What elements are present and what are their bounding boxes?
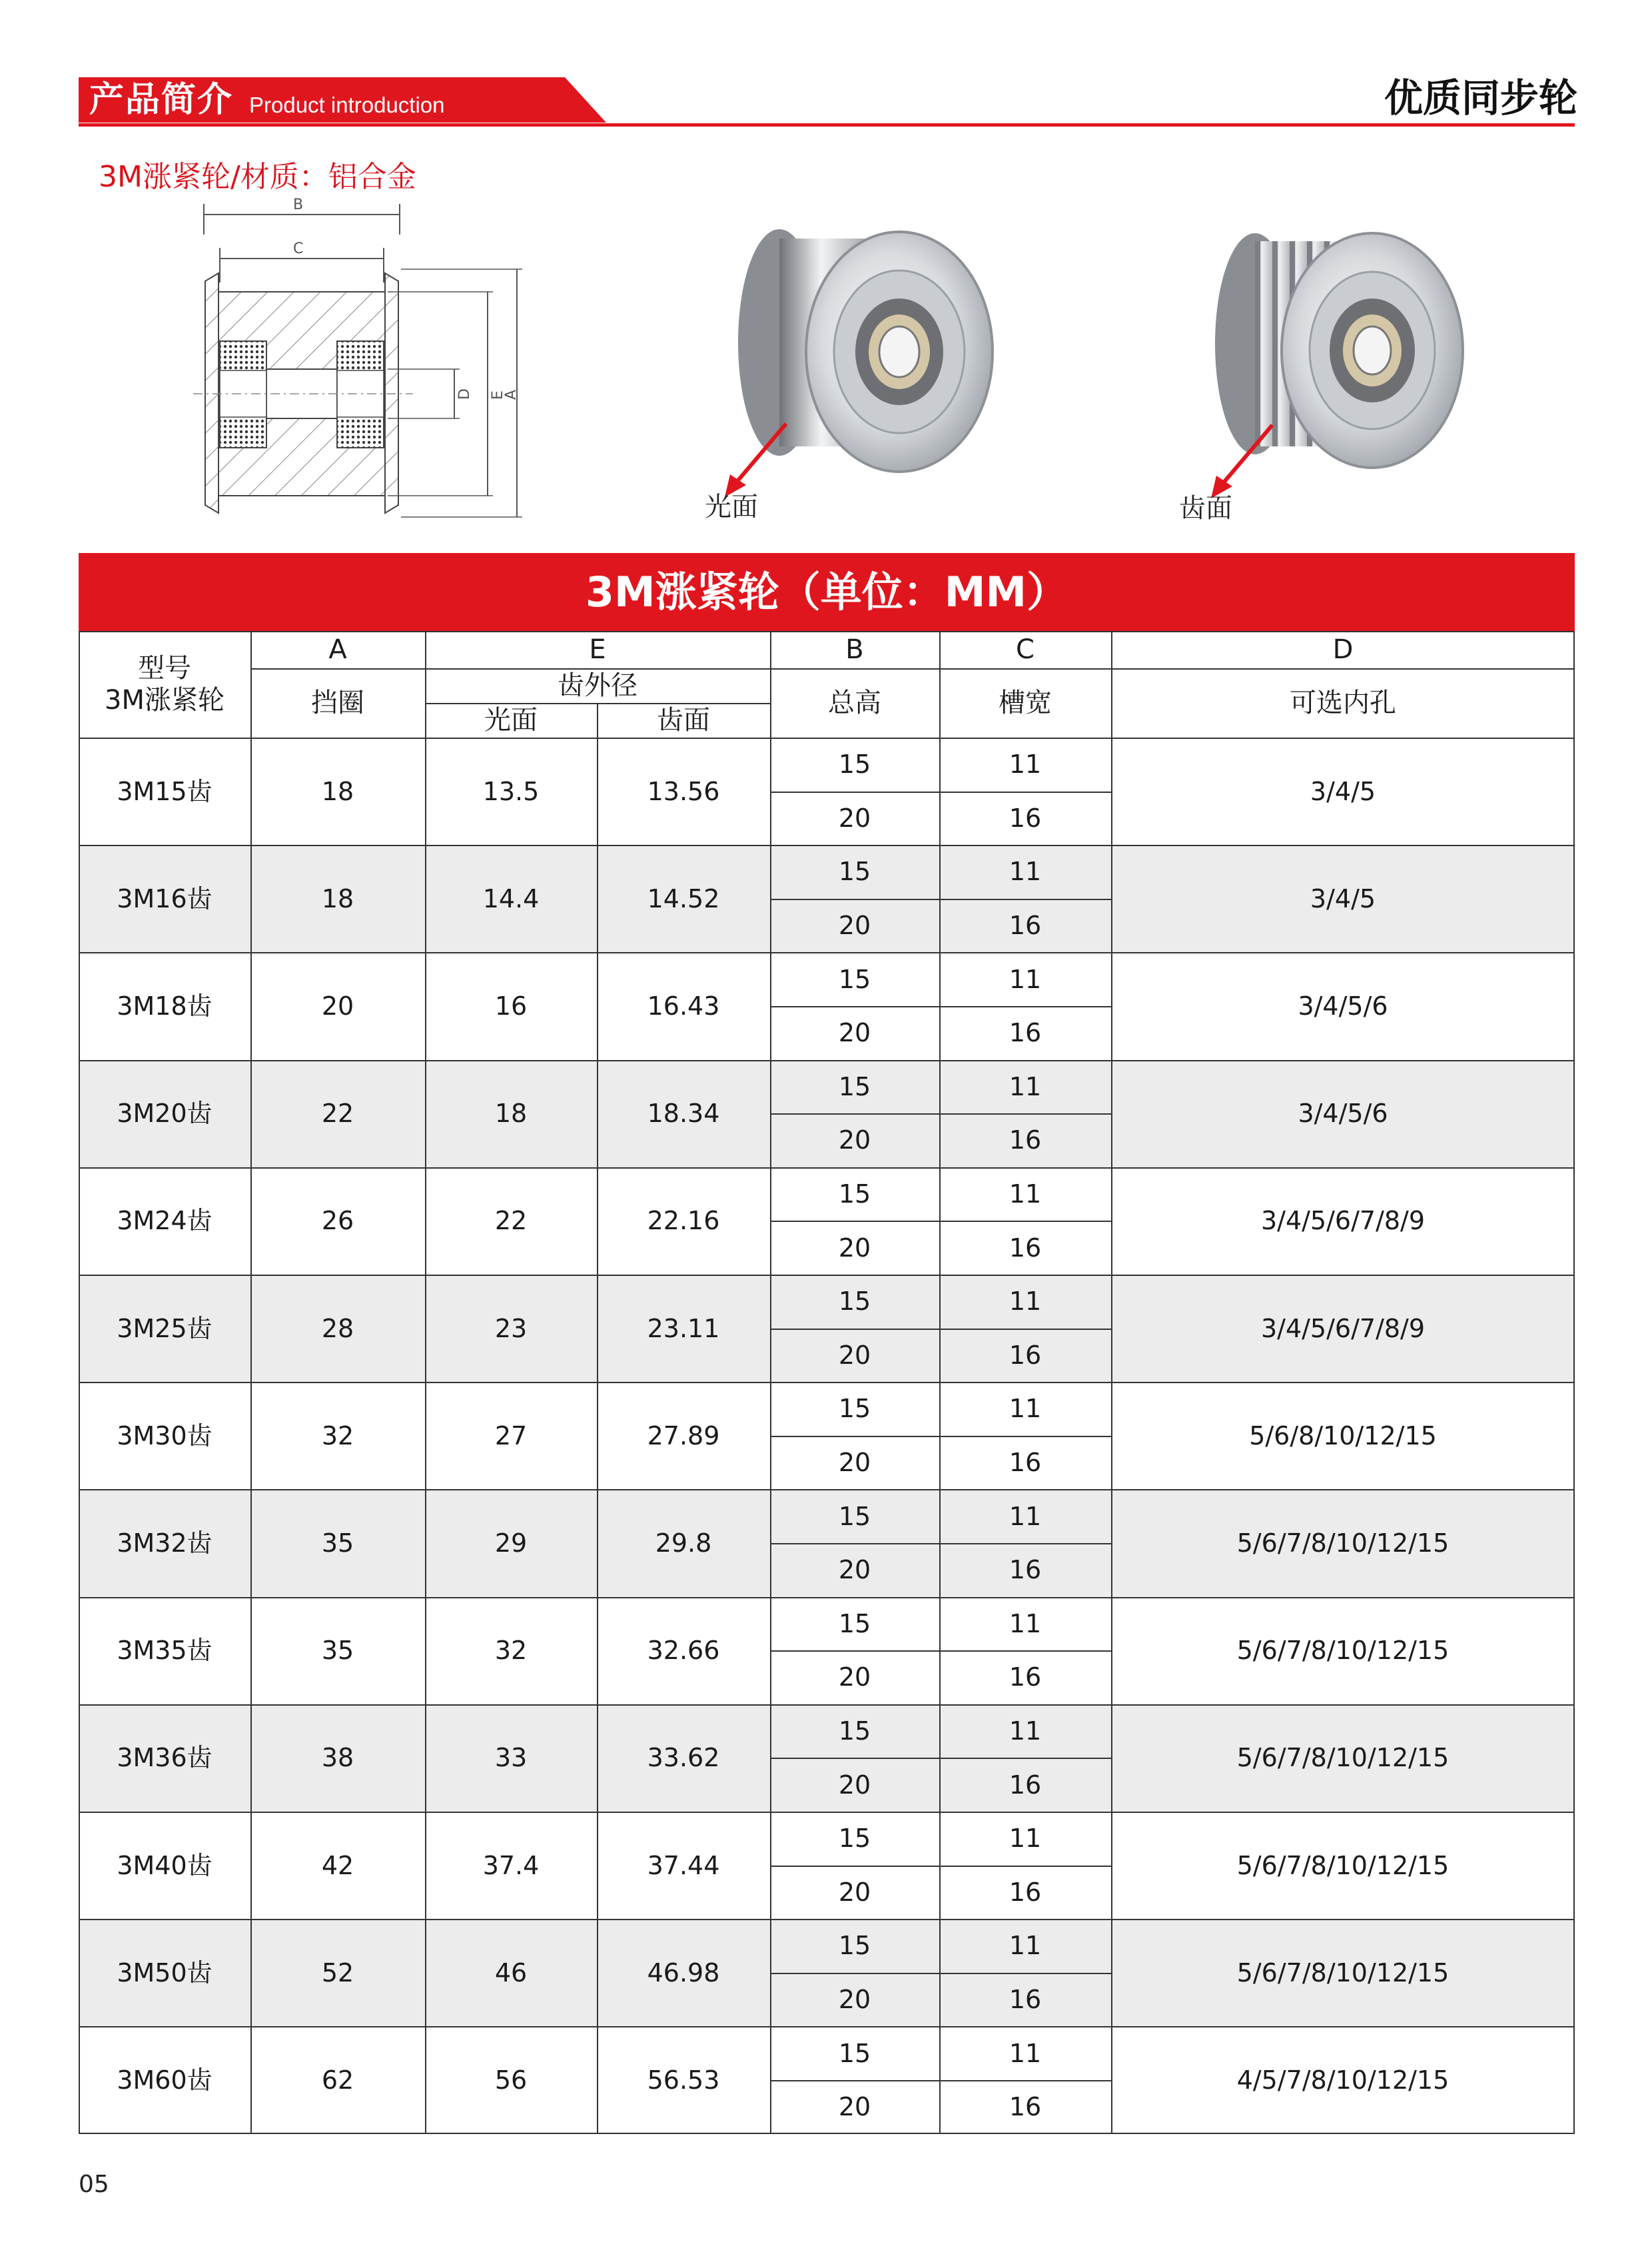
cell-model: 3M25齿 <box>117 1313 212 1343</box>
header-e-name: 齿外径 <box>558 670 637 701</box>
cell-b: 15 <box>838 1824 871 1854</box>
cell-b: 15 <box>838 1931 871 1961</box>
header-model <box>79 631 250 738</box>
cell-b: 15 <box>838 1179 871 1209</box>
header-b-name: 总高 <box>828 688 881 718</box>
cell-e-smooth: 16 <box>494 991 528 1021</box>
cell-e-tooth: 46.98 <box>647 1958 720 1987</box>
cell-a: 22 <box>321 1099 354 1129</box>
cell-c: 11 <box>1009 2038 1042 2068</box>
cell-e-smooth: 32 <box>494 1636 528 1666</box>
header-rule <box>79 123 1575 127</box>
cell-model: 3M40齿 <box>117 1850 212 1880</box>
cell-e-tooth: 14.52 <box>647 883 720 913</box>
cell-d: 3/4/5 <box>1310 776 1376 806</box>
grid-line <box>770 1866 1111 1867</box>
grid-line <box>79 1060 1575 1061</box>
cell-c: 11 <box>1009 1501 1042 1531</box>
cell-b: 20 <box>838 911 871 941</box>
grid-line <box>79 738 1575 739</box>
cell-b: 20 <box>838 1985 871 2015</box>
cell-b: 15 <box>838 1287 871 1317</box>
cell-b: 20 <box>838 1340 871 1370</box>
header-d-letter: D <box>1332 634 1354 665</box>
header-e-letter: E <box>589 634 606 665</box>
page-number: 05 <box>79 2171 109 2198</box>
cell-d: 3/4/5/6 <box>1298 991 1388 1021</box>
cell-e-smooth: 23 <box>494 1313 528 1343</box>
cell-model: 3M18齿 <box>117 991 212 1021</box>
grid-line <box>250 668 1575 670</box>
cell-b: 20 <box>838 1125 871 1155</box>
cell-model: 3M36齿 <box>117 1743 212 1773</box>
toothed-face-arrow-icon <box>1206 421 1279 501</box>
cell-d: 5/6/7/8/10/12/15 <box>1236 1743 1449 1773</box>
cell-e-smooth: 27 <box>494 1420 528 1450</box>
cell-a: 38 <box>321 1743 354 1773</box>
cell-c: 16 <box>1009 1770 1042 1800</box>
grid-line <box>79 1167 1575 1169</box>
cell-e-tooth: 56.53 <box>647 2065 720 2095</box>
grid-line <box>79 1597 1575 1598</box>
header-c-letter: C <box>1016 634 1034 665</box>
grid-line <box>79 1275 1575 1276</box>
cell-a: 26 <box>321 1206 354 1236</box>
cell-model: 3M20齿 <box>117 1099 212 1129</box>
cell-e-tooth: 37.44 <box>647 1850 720 1880</box>
cell-c: 16 <box>1009 1340 1042 1370</box>
cell-a: 32 <box>321 1420 354 1450</box>
pulley-technical-drawing <box>180 195 526 521</box>
cell-c: 11 <box>1009 1931 1042 1961</box>
cell-e-smooth: 33 <box>494 1743 528 1773</box>
product-subtitle: 3M涨紧轮/材质：铝合金 <box>99 160 416 194</box>
cell-e-tooth: 18.34 <box>647 1099 720 1129</box>
cell-b: 20 <box>838 1233 871 1263</box>
cell-b: 20 <box>838 1877 871 1907</box>
cell-b: 15 <box>838 1716 871 1746</box>
grid-line <box>79 1382 1575 1383</box>
cell-b: 20 <box>838 1662 871 1692</box>
cell-b: 15 <box>838 1608 871 1638</box>
cell-b: 15 <box>838 857 871 887</box>
cell-b: 15 <box>838 2038 871 2068</box>
cell-a: 20 <box>321 991 354 1021</box>
cell-e-tooth: 33.62 <box>647 1743 720 1773</box>
cell-model: 3M24齿 <box>117 1206 212 1236</box>
header-a-name: 挡圈 <box>311 688 364 718</box>
page-category-title: 优质同步轮 <box>1384 75 1577 121</box>
cell-e-tooth: 23.11 <box>647 1313 720 1343</box>
grid-line <box>770 1329 1111 1330</box>
cell-a: 52 <box>321 1958 354 1987</box>
section-title-cn: 产品简介 <box>89 80 234 120</box>
cell-b: 20 <box>838 1448 871 1478</box>
cell-a: 35 <box>321 1528 354 1558</box>
dim-label-d: D <box>456 388 473 400</box>
dim-label-e: E <box>490 390 506 400</box>
grid-line <box>79 845 1575 846</box>
cell-model: 3M35齿 <box>117 1636 212 1666</box>
grid-line <box>770 1113 1111 1115</box>
cell-e-tooth: 16.43 <box>647 991 720 1021</box>
header-model-line2: 3M涨紧轮 <box>105 685 224 716</box>
cell-d: 3/4/5/6/7/8/9 <box>1260 1206 1426 1236</box>
cell-c: 16 <box>1009 1555 1042 1585</box>
cell-c: 16 <box>1009 1985 1042 2015</box>
cell-c: 11 <box>1009 964 1042 994</box>
dim-label-a: A <box>503 389 520 400</box>
header-b-letter: B <box>845 634 864 665</box>
cell-c: 16 <box>1009 803 1042 833</box>
cell-b: 15 <box>838 750 871 780</box>
grid-line <box>79 2026 1575 2027</box>
header-c-name: 槽宽 <box>999 688 1052 718</box>
spec-table <box>79 631 1575 2134</box>
cell-c: 11 <box>1009 857 1042 887</box>
cell-e-smooth: 18 <box>494 1099 528 1129</box>
grid-line <box>770 792 1111 793</box>
cell-a: 18 <box>321 776 354 806</box>
cell-a: 28 <box>321 1313 354 1343</box>
cell-e-smooth: 14.4 <box>482 883 540 913</box>
grid-line <box>770 1543 1111 1544</box>
cell-d: 5/6/7/8/10/12/15 <box>1236 1636 1449 1666</box>
cell-c: 11 <box>1009 1716 1042 1746</box>
grid-line <box>79 952 1575 953</box>
header-a-letter: A <box>328 634 347 665</box>
cell-e-smooth: 37.4 <box>482 1850 540 1880</box>
cell-c: 16 <box>1009 1018 1042 1048</box>
header-e-smooth: 光面 <box>484 705 538 736</box>
cell-e-smooth: 13.5 <box>482 776 540 806</box>
grid-line <box>770 1221 1111 1222</box>
table-title-banner: 3M涨紧轮（单位：MM） <box>79 553 1575 631</box>
cell-b: 20 <box>838 1555 871 1585</box>
grid-line <box>770 1650 1111 1652</box>
cell-model: 3M30齿 <box>117 1420 212 1450</box>
cell-a: 18 <box>321 883 354 913</box>
cell-a: 35 <box>321 1636 354 1666</box>
cell-b: 15 <box>838 1071 871 1101</box>
cell-e-smooth: 56 <box>494 2065 528 2095</box>
cell-c: 16 <box>1009 1233 1042 1263</box>
cell-d: 5/6/7/8/10/12/15 <box>1236 1958 1449 1987</box>
smooth-face-arrow-icon <box>719 420 793 500</box>
cell-b: 20 <box>838 803 871 833</box>
grid-line <box>79 1919 1575 1920</box>
cell-c: 11 <box>1009 1394 1042 1424</box>
cell-c: 11 <box>1009 1608 1042 1638</box>
toothed-face-label: 齿面 <box>1179 493 1232 524</box>
header-d-name: 可选内孔 <box>1290 688 1396 718</box>
cell-b: 15 <box>838 1501 871 1531</box>
cell-model: 3M15齿 <box>117 776 212 806</box>
cell-d: 3/4/5 <box>1310 883 1376 913</box>
cell-e-tooth: 22.16 <box>647 1206 720 1236</box>
cell-c: 11 <box>1009 750 1042 780</box>
grid-line <box>79 631 1575 632</box>
cell-c: 11 <box>1009 1287 1042 1317</box>
cell-e-tooth: 27.89 <box>647 1420 720 1450</box>
cell-c: 11 <box>1009 1071 1042 1101</box>
cell-c: 11 <box>1009 1824 1042 1854</box>
section-tab <box>79 77 606 123</box>
cell-e-tooth: 29.8 <box>655 1528 712 1558</box>
cell-b: 20 <box>838 1770 871 1800</box>
cell-d: 3/4/5/6 <box>1298 1099 1388 1129</box>
grid-line <box>79 1704 1575 1706</box>
grid-line <box>770 899 1111 900</box>
cell-e-smooth: 29 <box>494 1528 528 1558</box>
cell-model: 3M50齿 <box>117 1958 212 1987</box>
grid-line <box>770 1973 1111 1974</box>
cell-b: 20 <box>838 2092 871 2122</box>
grid-line <box>79 1812 1575 1813</box>
cell-b: 20 <box>838 1018 871 1048</box>
cell-c: 16 <box>1009 1662 1042 1692</box>
cell-a: 62 <box>321 2065 354 2095</box>
cell-d: 5/6/7/8/10/12/15 <box>1236 1850 1449 1880</box>
cell-d: 4/5/7/8/10/12/15 <box>1236 2065 1449 2095</box>
cell-c: 16 <box>1009 911 1042 941</box>
cell-c: 16 <box>1009 1125 1042 1155</box>
cell-e-tooth: 32.66 <box>647 1636 720 1666</box>
header-e-tooth: 齿面 <box>657 705 710 736</box>
cell-c: 16 <box>1009 2092 1042 2122</box>
grid-line <box>79 2133 1575 2134</box>
cell-model: 3M16齿 <box>117 883 212 913</box>
grid-line <box>770 2080 1111 2081</box>
grid-line <box>770 1436 1111 1437</box>
header-model-line1: 型号 <box>138 653 191 684</box>
cell-e-tooth: 13.56 <box>647 776 720 806</box>
cell-b: 15 <box>838 1394 871 1424</box>
cell-d: 5/6/7/8/10/12/15 <box>1236 1528 1449 1558</box>
dim-label-c: C <box>293 241 304 257</box>
cell-c: 11 <box>1009 1179 1042 1209</box>
cell-model: 3M60齿 <box>117 2065 212 2095</box>
cell-c: 16 <box>1009 1877 1042 1907</box>
cell-e-smooth: 46 <box>494 1958 528 1987</box>
grid-line <box>770 1758 1111 1759</box>
grid-line <box>79 1489 1575 1490</box>
smooth-face-label: 光面 <box>705 492 758 522</box>
cell-e-smooth: 22 <box>494 1206 528 1236</box>
dim-label-b: B <box>293 197 304 213</box>
cell-a: 42 <box>321 1850 354 1880</box>
cell-b: 15 <box>838 964 871 994</box>
grid-line <box>770 1006 1111 1007</box>
cell-model: 3M32齿 <box>117 1528 212 1558</box>
cell-d: 5/6/8/10/12/15 <box>1249 1420 1437 1450</box>
section-title-en: Product introduction <box>249 93 445 117</box>
cell-c: 16 <box>1009 1448 1042 1478</box>
cell-d: 3/4/5/6/7/8/9 <box>1260 1313 1426 1343</box>
